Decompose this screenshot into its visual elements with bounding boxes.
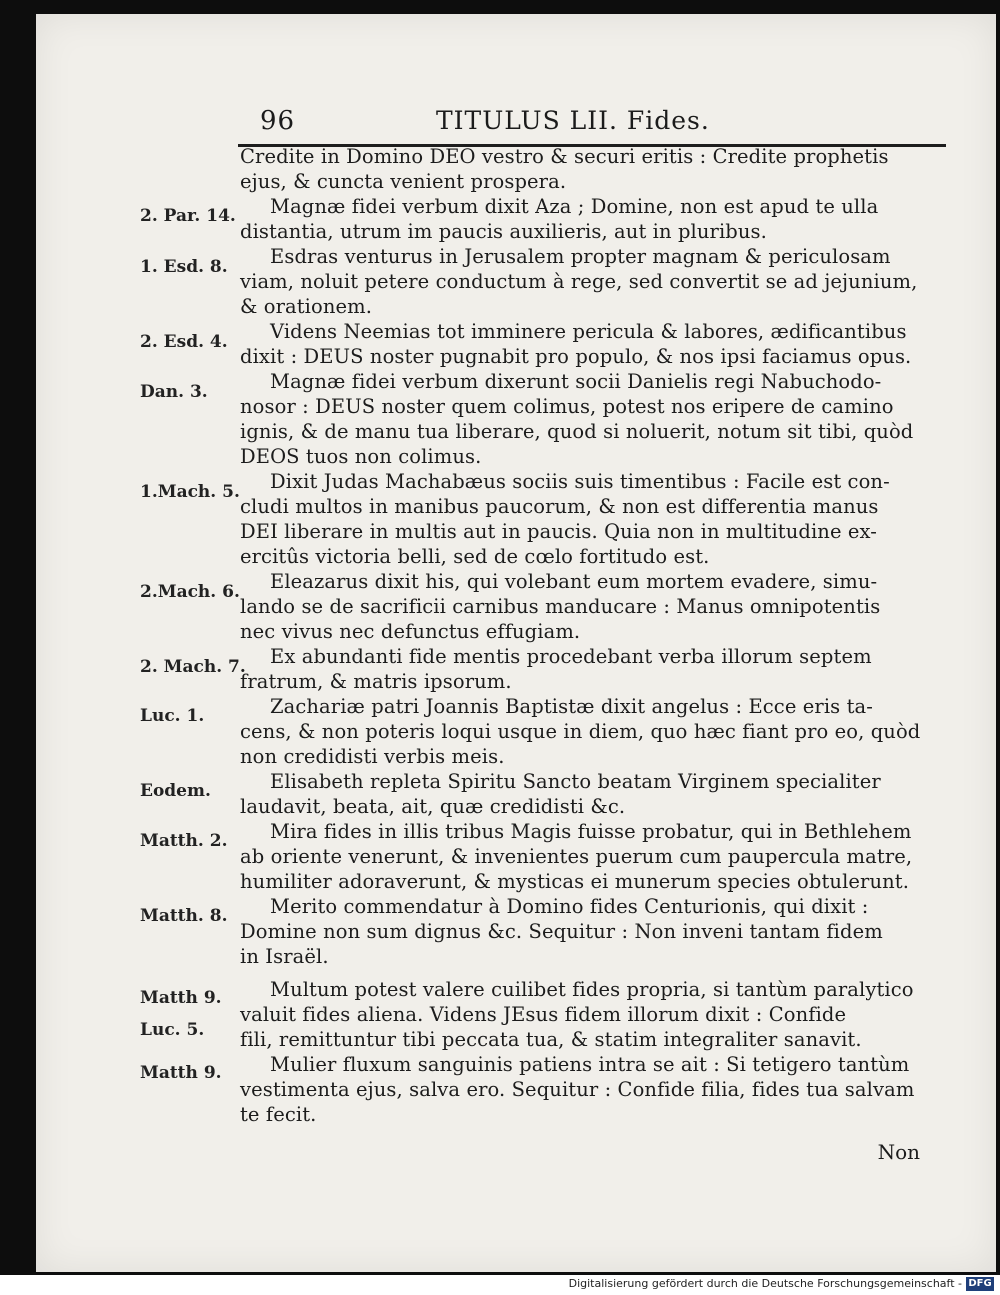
margin-ref: 2. Esd. 4. <box>140 332 228 352</box>
catchword: Non <box>877 1140 920 1164</box>
dfg-logo: DFG <box>966 1277 994 1291</box>
text-line: humiliter adoraverunt, & mysticas ei munerum species obtulerunt. <box>240 870 910 893</box>
text-line: Eleazarus dixit his, qui volebant eum mortem evadere, simu- <box>270 570 878 593</box>
text-line: nosor : DEUS noster quem colimus, potest nos eripere de camino <box>240 395 894 418</box>
margin-ref: Matth 9. <box>140 1063 222 1083</box>
page-number: 96 <box>260 106 296 136</box>
text-line: ignis, & de manu tua liberare, quod si noluerit, notum sit tibi, quòd <box>240 420 914 443</box>
text-line: viam, noluit petere conductum à rege, sed convertit se ad jejunium, <box>240 270 918 293</box>
text-line: fili, remittuntur tibi peccata tua, & statim integraliter sanavit. <box>240 1028 862 1051</box>
text-line: in Israël. <box>240 945 329 968</box>
margin-ref: Matth. 2. <box>140 831 228 851</box>
margin-ref: Dan. 3. <box>140 382 208 402</box>
text-line: Domine non sum dignus &c. Sequitur : Non inveni tantam fidem <box>240 920 883 943</box>
digitization-footer <box>0 1275 1000 1295</box>
book-page <box>36 14 996 1272</box>
margin-ref: Eodem. <box>140 781 211 801</box>
running-title: TITULUS LII. Fides. <box>436 106 710 135</box>
margin-ref: 2. Par. 14. <box>140 206 236 226</box>
funding-credit: Digitalisierung gefördert durch die Deutsche Forschungsgemeinschaft - <box>568 1277 962 1290</box>
text-line: lando se de sacrificii carnibus manducare : Manus omnipotentis <box>240 595 881 618</box>
page-header <box>36 106 996 146</box>
text-line: DEOS tuos non colimus. <box>240 445 482 468</box>
text-line: Mulier fluxum sanguinis patiens intra se ait : Si tetigero tantùm <box>270 1053 910 1076</box>
text-line: non credidisti verbis meis. <box>240 745 505 768</box>
text-line: dixit : DEUS noster pugnabit pro populo, & nos ipsi faciamus opus. <box>240 345 912 368</box>
text-line: te fecit. <box>240 1103 317 1126</box>
text-line: Esdras venturus in Jerusalem propter magnam & periculosam <box>270 245 891 268</box>
margin-ref: Matth. 8. <box>140 906 228 926</box>
text-line: ercitûs victoria belli, sed de cœlo fortitudo est. <box>240 545 710 568</box>
text-line: vestimenta ejus, salva ero. Sequitur : Confide filia, fides tua salvam <box>240 1078 915 1101</box>
text-line: & orationem. <box>240 295 373 318</box>
margin-ref: 1.Mach. 5. <box>140 482 240 502</box>
text-line: Elisabeth repleta Spiritu Sancto beatam Virginem specialiter <box>270 770 881 793</box>
text-line: DEI liberare in multis aut in paucis. Quia non in multitudine ex- <box>240 520 877 543</box>
text-line: nec vivus nec defunctus effugiam. <box>240 620 581 643</box>
text-line: Magnæ fidei verbum dixit Aza ; Domine, non est apud te ulla <box>270 195 879 218</box>
text-line: cludi multos in manibus paucorum, & non est differentia manus <box>240 495 879 518</box>
text-line: distantia, utrum im paucis auxilieris, aut in pluribus. <box>240 220 767 243</box>
text-line: ab oriente venerunt, & invenientes puerum cum paupercula matre, <box>240 845 913 868</box>
text-line: valuit fides aliena. Videns JEsus fidem illorum dixit : Confide <box>240 1003 847 1026</box>
text-line: Mira fides in illis tribus Magis fuisse probatur, qui in Bethlehem <box>270 820 912 843</box>
margin-ref: Luc. 5. <box>140 1020 205 1040</box>
text-line: Credite in Domino DEO vestro & securi eritis : Credite prophetis <box>240 145 889 168</box>
margin-ref: 2. Mach. 7. <box>140 657 246 677</box>
text-line: Magnæ fidei verbum dixerunt socii Danielis regi Nabuchodo- <box>270 370 882 393</box>
margin-ref: 2.Mach. 6. <box>140 582 240 602</box>
text-line: Merito commendatur à Domino fides Centurionis, qui dixit : <box>270 895 869 918</box>
text-line: Multum potest valere cuilibet fides propria, si tantùm paralytico <box>270 978 914 1001</box>
text-line: fratrum, & matris ipsorum. <box>240 670 512 693</box>
margin-ref: 1. Esd. 8. <box>140 257 228 277</box>
text-line: Zachariæ patri Joannis Baptistæ dixit angelus : Ecce eris ta- <box>270 695 873 718</box>
text-line: Ex abundanti fide mentis procedebant verba illorum septem <box>270 645 872 668</box>
text-line: ejus, & cuncta venient prospera. <box>240 170 567 193</box>
text-line: laudavit, beata, ait, quæ credidisti &c. <box>240 795 626 818</box>
margin-ref: Luc. 1. <box>140 706 205 726</box>
text-line: Videns Neemias tot imminere pericula & labores, ædificantibus <box>270 320 907 343</box>
text-line: cens, & non poteris loqui usque in diem, quo hæc fiant pro eo, quòd <box>240 720 921 743</box>
text-line: Dixit Judas Machabæus sociis suis timentibus : Facile est con- <box>270 470 890 493</box>
margin-ref: Matth 9. <box>140 988 222 1008</box>
